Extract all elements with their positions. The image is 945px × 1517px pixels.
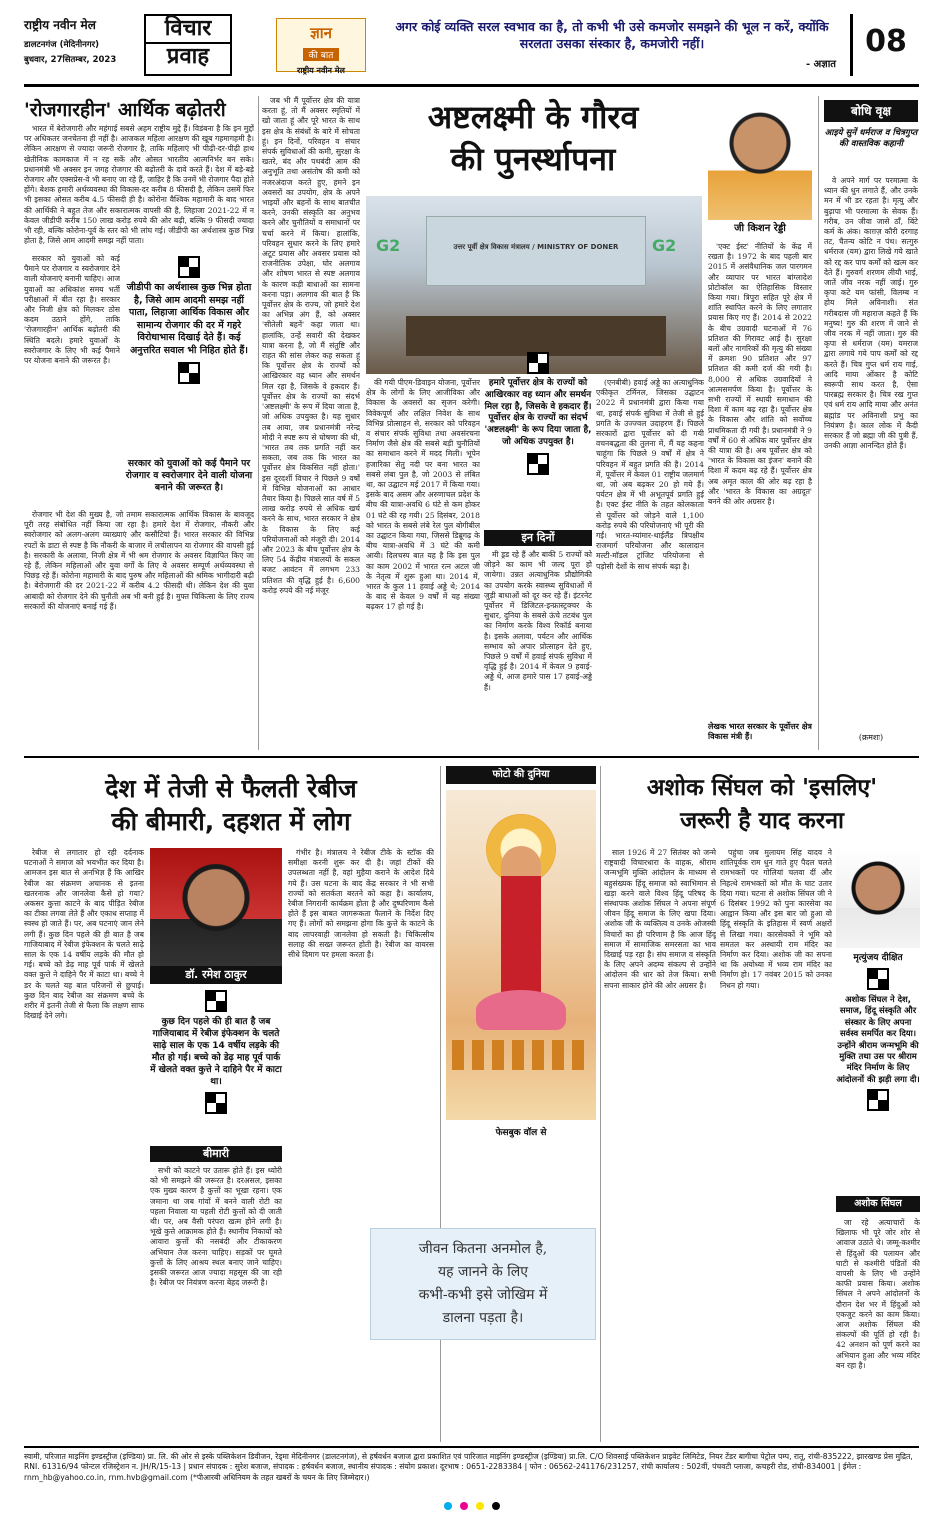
footer-divider [24,1446,919,1448]
editorial-body-1 [24,124,254,252]
ashok-body-col2 [720,848,832,1440]
ashok-pull-quote: अशोक सिंघल ने देश, समाज, हिंदू संस्कृति और संस्कार के लिए अपना सर्वस्व समर्पित कर दिया। उन्होंने श्रीराम जन्मभूमि की मुक्ति तथा उस पर श्रीराम मंदिर निर्माण के लिए आंदोलनों की झड़ी लगा दी। [836,994,920,1084]
rabies-para-col2: सभी को काटने पर उतारू होते हैं। इस थ्योरी को भी समझने की जरूरत है। दरअसल, इसका एक मुख्य कारण है कुत्तों का भूखा रहना। एक जमाना था जब गांवों में बनने वाली रोटी का पहला निवाला या पहली रोटी कुत्तों को दी जाती थी। पर, अब वैसी परंपरा खत्म होने लगी है। भूखे कुत्ते आक्रामक होते हैं। स्थानीय निकायों को आवारा कुत्तों की नसबंदी और टीकाकरण अभियान तेज करना चाहिए। सड़कों पर घूमते कुत्तों के लिए आश्रय स्थल बनाए जाने चाहिए। इसकी जरूरत आज ज्यादा महसूस की जा रही है। रेबीज पर नियंत्रण करना बेहद जरूरी है। [150,1166,282,1288]
life-quote-line1: जीवन कितना अनमोल है, [418,1241,548,1257]
masthead-rule [24,84,919,87]
ashok-author-name: मृत्युंजय दीक्षित [853,953,903,963]
bodhi-label: बोधि वृक्ष [824,100,918,122]
page-number-box [850,14,919,76]
section-divider [24,756,919,758]
registration-marks [24,1502,919,1512]
feature-pullquote-box [484,352,592,548]
feature-body-col1 [366,378,480,750]
photo-caption: फेसबुक वॉल से [495,1128,547,1138]
lamps-row [452,1040,590,1070]
ashok-author-photo [836,848,920,948]
section-title-line1: विचार [164,16,212,41]
rabies-body-col3 [288,848,434,1440]
ashok-para-col3: जा रहे अत्याचारों के खिलाफ भी पूरे जोर शोर से आवाज उठाते थे। जम्मू-कश्मीर से हिंदुओं की पलायन और घाटी से कश्मीरी पंडितों की वापसी के लिए भी उन्होंने काफी प्रयास किया। अशोक सिंघल ने अपने आंदोलनों के दौरान देश भर में हिंदुओं को एकजुट करने का काम किया। आज अशोक सिंघल की संकल्पों की पूर्ति हो रही है। 42 अनशन को पूर्ण करने का अभियान हुआ और भव्य मंदिर बन रहा है। [836,1218,920,1370]
ashok-headline-line2: जरूरी है याद करना [680,808,844,834]
column-divider [258,96,259,750]
editorial-body-2 [24,510,254,750]
gyan-title: ज्ञान [310,24,332,42]
event-banner-text: उत्तर पूर्वी क्षेत्र विकास मंत्रालय / MINISTRY OF DONER [453,243,619,251]
masthead [24,14,919,78]
rabies-headline [24,772,438,838]
rabies-pullquote-box [150,990,282,1140]
rabies-headline-line2: की बीमारी, दहशत में लोग [111,807,351,836]
feature-para-col3: (एनबीबी) हवाई अड्डे का अत्याधुनिक एकीकृत टर्मिनल, जिसका उद्घाटन 2022 में प्रधानमंत्री द्वारा किया गया था, हवाई संपर्क सुविधा में तेजी से हुई प्रगति के उज्ज्वल उदाहरण हैं। पिछले सरकारों द्वारा पूर्वोत्तर को दी गयी वचनबद्धता की तुलना में, मैं यह कहना चाहूंगा कि पिछले 9 वर्षों में क्षेत्र ने परिवहन में बहुत प्रगति की है। 2014 में, पूर्वोत्तर में केवल 01 राष्ट्रीय जलमार्ग था, जो अब बढ़कर 20 हो गये हैं। पर्यटन क्षेत्र में भी अभूतपूर्व प्रगति हुई है। एक्ट ईस्ट नीति के तहत कोलकाता से पूर्वोत्तर को जोड़ने वाले 1,100 करोड़ रुपये की परियोजनाएं भी पूरी की गईं। भारत-म्यांमार-थाईलैंड त्रिपक्षीय राजमार्ग परियोजना और कालादान मल्टी-मॉडल ट्रांजिट परियोजना से पड़ोसी देशों के साथ संपर्क बढ़ा है। [596,378,704,571]
bodhi-body [824,176,918,730]
editorial-para-1: भारत में बेरोजगारी और महंगाई सबसे अहम राष्ट्रीय मुद्दे हैं। विडंबना है कि इन मुद्दों पर अधिकतर जनचेतना ही नहीं है। आजकल महिला आरक्षण की खूब गहमागहमी है। लेकिन आरक्षण से ज्यादा जरूरी रोजगार है, ताकि महिलाएं भी पीढ़ी-दर-पीढ़ी हाथ खेतीनिक कामकाज में न रह सकें और ओसत भारतीय आत्मनिर्भर बन सके। प्रधानमंत्री भी अक्सर इन जगह रोजगार की बढ़ोतरी के दावे करते हैं। देश में बड़े-बड़े रोजगार और एक्सप्रेस-वे भी बनाए जा रहे हैं, जाहिर है कि उनमें भी रोजगार पैदा होते होंगे। बेशक हमारी अर्थव्यवस्था की विकास-दर करीब 8 फीसदी है, लेकिन उसमें फिर भी इसका ओसत करीब 4.5 फीसदी ही है। कोरोना वैश्विक महामारी के बाद भारत की आर्थिकी ने बहुत तेज और सकारात्मक वापसी की है, लिहाजा 2021-22 में न केवल जीडीपी करीब 150 लाख करोड़ रुपये की ओर बढ़ी, बल्कि 9 फीसदी ज्यादा भी रही, बल्कि कोरोना-पूर्व के स्तर को भी लांघ गई। जीडीपी का अर्थशास्त्र कुछ भिन्न होता है, जिसे आम आदमी समझ नहीं पाता। [24,124,254,246]
editorial-headline: 'रोजगारहीन' आर्थिक बढ़ोतरी [24,99,226,121]
life-quote-box [370,1228,596,1340]
rabies-author-photo [150,848,282,966]
ashok-headline-line1: अशोक सिंघल को 'इसलिए' [646,775,878,801]
feature-pull-quote: हमारे पूर्वोत्तर क्षेत्र के राज्यों को आखिरकार वह ध्यान और समर्थन मिल रहा है, जिसके वे हकदार हैं। पूर्वोत्तर क्षेत्र के राज्यों का संदर्भ 'अष्टलक्ष्मी' के रूप दिया जाता है, जो अधिक उपयुक्त है। [484,378,592,447]
bodhi-para: वे अपने मार्ग पर परमात्मा के ध्यान की धुन लगाते हैं, और उनके मन में भी डर रहता है। मृत्यु और बुढ़ापा भी परमात्मा के सेवक हैं। गरीब, उन जीवा जासे ठाँ, बिंटे कर्म के अंक। काग़ज़ कौरी दरगाह तट, चैतन्य कोटि न पंथ। सत्गुरु धर्मराज (यम) द्वारा लिखे गये खाते को रद्द कर पाप कर्मों को खत्म कर देते हैं। गुरुवर्ग शरणम लीयौ भाई, जातें जीव नरक नहीं जाई। गुरु कृपा कटे यम फांसी, विलम्ब न होय मिले अविनाशी। संत गरीबदास जी महाराज कहते हैं कि मनुष्य! गुरु की शरण में जाने से जीव नरक में नहीं जाता। गुरु की कृपा से धर्मराज (यम) यमराज द्वारा लगाये गये पाप कर्मों को रद्द करते हैं। चित्र गुप्त धर्म राय गाई, आदि माया ओंकार है कोटि स्वरूपी साथ करत है, ऐसा पारब्रह्म सरकार है। चित्र रख गुप्त एवं धर्म राय आदि माया और अनंत ब्रह्मांड पर अविनाशी प्रभु का नियंत्रण है। काल लोक में कैदी सरकार हैं जो ब्रह्मा जी की पुत्री हैं, उनकी आज्ञा आनन्दित होते हैं। [824,176,918,451]
quote-author: - अज्ञात [806,59,836,70]
bodhi-subtitle: आइये सुनें धर्मराज व चित्रगुप्त की वास्तविक कहानी [824,128,918,149]
ashok-body-col3 [836,1218,920,1440]
quote-line-2: सरलता उसका संस्कार है, कमजोरी नहीं। [519,36,705,51]
rabies-body-col1 [24,848,144,1440]
feature-body-col2 [484,550,592,750]
quote-block-icon [178,256,200,278]
rabies-body-col2b [150,1166,282,1440]
quote-block-icon [178,362,200,384]
rabies-para-col1: रेबीज से लगातार हो रही दर्दनाक घटनाओं ने समाज को भयभीत कर दिया है। आमजन इस बात से अनभिज्ञ हैं कि आखिर रेबीज का संक्रमण अचानक से इतना खतरनाक और जानलेवा कैसे हो गया? अकसर कुत्ता काटने के बाद पीड़ित रेबीज का टीका लगवा लेते हैं और एकाध सप्ताह में स्वस्थ हो जाते हैं। पर, अब घटनाएं जान लेने लगी हैं। कुछ दिन पहले की ही बात है जब गाजियाबाद में रेबीज इंफेक्शन के चलते साढ़े साल के एक 14 वर्षीय लड़के की मौत हो गई। बच्चे को डेढ़ माह पूर्व पार्क में खेलते वक्त कुत्ते ने दाहिने पैर में काटा था। बच्चे ने डर के चलते यह बात परिजनों से छुपाई। कुछ दिन बाद रेबीज का संक्रमण बच्चे के शरीर में इतनी तेजी से फैला कि लक्षण साफ दिखाई देने लगे। [24,848,144,1021]
life-quote-line4: डालना पड़ता है। [442,1310,524,1326]
quote-block-icon [867,968,889,990]
bodhi-credit: (क्रमशः) [858,733,884,742]
feature-para-col2: मी ड्रड रहे हैं और बाकी 5 राज्यों को जोड़ने का काम भी जल्द पूरा हो जायेगा। उन्नत अत्याधुनिक प्रौद्योगिकी का उपयोग करके स्वास्थ्य सुविधाओं में जुड़ी बाधाओं को दूर कर रहे हैं। इंटरनेट पूर्वोत्तर में डिजिटल-इन्फ्रास्ट्रक्चर के सुधार, दुनिया के सबसे ऊंचे तटबंध पुल का निर्माण करके विश्व रिकॉर्ड बनाया है। इसके अलावा, पर्यटन और आर्थिक सम्भाव को अपार प्रोत्साहन देते हुए, पिछले 9 वर्षों में हवाई संपर्क सुविधा में वृद्धि हुई है। 2014 में केवल 9 हवाई-अड्डे थे, आज हमारे पास 17 हवाई-अड्डे हैं। [484,550,592,692]
feature-headline-line2: की पुनर्स्थापना [450,140,616,178]
g20-logo-right: G2 [652,236,677,255]
rabies-pull-quote: कुछ दिन पहले की ही बात है जब गाजियाबाद में रेबीज इंफेक्शन के चलते साढ़े साल के एक 14 वर्षीय लड़के की मौत हो गई। बच्चे को डेढ़ माह पूर्व पार्क में खेलते वक्त कुत्ते ने दाहिने पैर में काटा था। [150,1017,282,1087]
editorial-pull-quote: जीडीपी का अर्थशास्त्र कुछ भिन्न होता है, जिसे आम आदमी समझ नहीं पाता, लिहाजा आर्थिक विकास और सामान्य रोजगार की दर में गहरे विरोधाभास दिखाई देते हैं। कई अनुत्तरित सवाल भी निहित होते हैं। [126,282,252,356]
ashok-sub-label: अशोक सिंघल [836,1196,920,1212]
feature-intro-para: जब भी मैं पूर्वोत्तर क्षेत्र की यात्रा करता हूं, तो मैं अक्सर स्मृतियों में खो जाता हूं और पूरे भारत के साथ इस क्षेत्र के संबंधों के बारे में सोचता हूं। इन दिनों, परिवहन व संचार संपर्क सुविधाओं की कमी, सुरक्षा के खतरे, बंद और पथबंदी आम की अनुभूति तथा असंतोष की कमी को नजरअंदाज करते हुए, हमने इन अवसरों का उपयोग, क्षेत्र के अपने भाइयों और बहनों के साथ बातचीत करने, उनकी संस्कृति का अनुभव करने और चुनौतियों व समाधानों पर चर्चा करने में किया। हालांकि, परिवहन सुधार करने के लिए हमारे अटूट प्रयास और अवसर प्रयास को राजनीतिक उपेक्षा, घोर अलगाव और शोषण भारत से स्पष्ट अलगाव के कारण कड़ी बाधाओं का सामना करना पड़ा। अलगाव की बात है कि पूर्वोत्तर क्षेत्र के राज्य, जो हमारे देश का अभिन्न अंग हैं, को अक्सर 'सीतेली बहनें' कहा जाता था। हालांकि, उन्हें सवारी की देखकर यात्रा करना है, जो मैं संतुष्टि और राहत की सांस लेकर कह सकता हूं कि पूर्वोत्तर क्षेत्र के राज्यों को आखिरकार वह ध्यान और समर्थन मिल रहा है, जिसके वे हकदार हैं। पूर्वोत्तर क्षेत्र के राज्यों का संदर्भ 'अष्टलक्ष्मी' के रूप में दिया जाता है, जो अधिक उपयुक्त है। यह सुधार तब आया, जब प्रधानमंत्री नरेन्द्र मोदी ने स्पष्ट रूप से घोषणा की थी, 'भारत तब तक प्रगति नहीं कर सकता, जब तक कि भारत का पूर्वोत्तर क्षेत्र विकसित नहीं होता।' इस दूरदर्शी विचार ने पिछले 9 वर्षों में विभिन्न योजनाओं का आधार तैयार किया है। पिछले सात वर्ष में 5 लाख करोड़ रुपये से अधिक खर्च करने के साथ, भारत सरकार ने क्षेत्र के विकास के लिए कई परियोजनाओं को मंजूरी दी। 2014 और 2023 के बीच पूर्वोत्तर क्षेत्र के लिए 54 केंद्रीय मंत्रालयों के सकल बजट आवंटन में लगभग 233 प्रतिशत की वृद्धि हुई है। 6,600 करोड़ रुपये की नई मंजूर [262,96,360,595]
editorial-pullquote-box [124,256,254,456]
ashok-headline [604,772,920,838]
quote-block-icon [205,1092,227,1114]
feature-body-col4 [708,242,812,718]
lotus-seat [476,990,566,1030]
reg-dot-magenta [460,1502,468,1510]
column-divider [440,766,441,1442]
feature-para-col4: 'एक्ट ईस्ट' नीतियों के केंद्र में रखता है। 1972 के बाद पहली बार 2015 में असंवैधानिक जल पारगमन और व्यापार पर भारत बांग्लादेश प्रोटोकॉल का ऐतिहासिक विस्तार किया गया। त्रिपुरा सहित पूरे क्षेत्र में शांति स्थापित करने के लिए लगातार प्रयास किए गए हैं। 2014 से 2022 के बीच उग्रवादी घटनाओं में 76 प्रतिशत की गिरावट आई है। सुरक्षा बलों और नागरिकों की मृत्यु की संख्या में क्रमशः 90 प्रतिशत और 97 प्रतिशत की कमी दर्ज की गयी है। 8,000 से अधिक उग्रवादियों ने आत्मसमर्पण किया है। पूर्वोत्तर के सभी राज्यों में स्थायी समाधान की दिशा में काम बढ़ रहा है। पूर्वोत्तर क्षेत्र के विकास और शांति को सर्वोच्च प्राथमिकता दी गयी है। प्रधानमंत्री ने 9 वर्षों में 60 से अधिक बार पूर्वोत्तर क्षेत्र की यात्रा की है। अब पूर्वोत्तर क्षेत्र को 'भारत के विकास का इंजन' बनाने की दिशा में कदम बढ़ रहे हैं। पूर्वोत्तर क्षेत्र अब अमृत काल की ओर बढ़ रहा है और 'भारत के विकास का अग्रदूत' बनने की ओर अग्रसर है। [708,242,812,507]
reg-dot-cyan [444,1502,452,1510]
paper-name: राष्ट्रीय नवीन मेल [24,18,96,32]
editorial-body-left-strip [24,254,120,454]
quote-block-icon [867,1089,889,1111]
event-table [406,316,666,356]
ashok-body-col1 [604,848,716,1440]
paper-logo [24,16,134,65]
column-divider [818,96,819,750]
column-divider [600,766,601,1442]
life-quote-line3: कभी-कभी इसे जोखिम में [418,1287,548,1303]
gyan-paper: राष्ट्रीय नवीन मेल [297,66,345,75]
goddess-figure [501,846,541,996]
ashok-pullquote-box [836,968,920,1188]
rabies-para-col3: गंभीर है। मंत्रालय ने रेबीज टीके के स्टॉक की समीक्षा करनी शुरू कर दी है। जहां टीकों की उपलब्धता नहीं है, वहां मुहैया कराने के आदेश दिये गये हैं। उस घटना के बाद केंद्र सरकार ने भी सभी राज्यों को सतर्कता बरतने को कहा है। कार्यालय, रेबीज निगरानी कार्यक्रम होता है और दुष्परिणाम कैसे होते हैं इस बाबत जागरूकता फैलाने के निर्देश दिए गए हैं। लोगों को समझना होगा कि कुत्ते के काटने के बाद लापरवाही जानलेवा हो सकती है। चिकित्सीय सलाह की सख्त जरूरत होती है। रेबीज का वायरस सीधे दिमाग पर हमला करता है। [288,848,434,960]
quote-line-1: अगर कोई व्यक्ति सरल स्वभाव का है, तो कभी भी उसे कमजोर समझने की भूल न करें, क्योंकि [395,19,829,34]
gyan-ki-baat-logo [276,18,366,75]
editorial-para-1b: सरकार को युवाओं को कई पैमाने पर रोजगार व स्वरोजगार देने वाली योजनाएं बनानी चाहिए। आज युवाओं का अधिकांश समय भर्ती परीक्षाओं में बीत रहा है। सरकार और निजी क्षेत्र को मिलकर ठोस कदम उठाने होंगे, ताकि 'रोजगारहीन' आर्थिक बढ़ोतरी की स्थिति बदले। हमारे युवाओं के स्वरोजगार के लिए भी कई पैमाने पर योजना बनाने की जरूरत है। [24,254,120,366]
rabies-headline-line1: देश में तेजी से फैलती रेबीज [105,774,357,803]
photo-world-label: फोटो की दुनिया [446,766,596,784]
section-title-line2: प्रवाह [146,42,230,70]
quote-block-icon [205,990,227,1012]
rabies-author-name: डॉ. रमेश ठाकुर [150,966,282,984]
ashok-para-col1: साल 1926 में 27 सितंबर को जन्मे राष्ट्रवादी विचारधारा के वाहक, श्रीराम जन्मभूमि मुक्ति आंदोलन के माध्यम से बहुसंख्यक हिंदू समाज को स्वाभिमान से खड़ा करने वाले विश्व हिंदू परिषद के संस्थापक अशोक सिंघल ने अपना संपूर्ण जीवन हिंदू समाज के लिए खपा दिया। अशोक जी के व्यक्तित्व व उनके ओजस्वी विचारों का ही परिणाम है कि आज हिंदू समाज में सामाजिक समरसता का भाव दिखाई पड़ रहा है। संघ समाज व संस्कृति के लिए अपने अदम्य संकल्प से उन्होंने आंदोलन की धार को तेज किया। सभी सपना साकार होने की ओर अग्रसर है। [604,848,716,990]
event-stage-backdrop [426,216,646,286]
feature-headline [368,96,698,180]
author-photo [708,96,812,220]
feature-event-photo [366,196,702,374]
editorial-para-2: रोजगार भी देश की मुख्य है, जो तमाम सकारात्मक आर्थिक विकास के बावजूद पूरी तरह संबोधित नहीं किया जा रहा है। हमारे देश में रोजगार, नौकरी और स्वरोजगार को अलग-अलग व्याख्याएं और कसौटियां हैं। भारत सरकार की विभिन्न रपटों के डाटा से स्पष्ट है कि नौकरी के बाजार में लचीलापन या रोजगार की वापसी हुई है। सरकारी के अलावा, निजी क्षेत्र में भी श्रम रोजगार के अवसर विज्ञापित किए जा रहे हैं, लेकिन महिलाओं और युवा वर्गों के लिए ये अवसर सम्पूर्ण अर्थव्यवस्था से पिछड़ रहे हैं। कोरोना महामारी के बाद पुरुष और महिलाओं की श्रमिक भागीदारी बढ़ी है। बेरोजगारी की दर 2021-22 में करीब 4.2 फीसदी थी। लेकिन देश की युवा आबादी को रोजगार देने की चुनौती अब भी बनी हुई है। मुफ्त चिकित्सा के लिए राज्य सरकारों की योजनाएं बनाई गई हैं। [24,510,254,611]
reg-dot-yellow [476,1502,484,1510]
editorial-pull-quote-2: सरकार को युवाओं को कई पैमाने पर रोजगार व स्वरोजगार देने वाली योजना बनाने की जरूरत है। [125,458,253,493]
author-name-tag: जी किशन रेड्डी [708,220,812,238]
feature-intro-column [262,96,360,750]
life-quote-line2: यह जानने के लिए [437,1264,529,1280]
feature-sub-label: इन दिनों [484,530,592,546]
edition-name: डालटनगंज (मेदिनीनगर) [24,40,100,50]
reg-dot-black [492,1502,500,1510]
quote-block-icon [527,352,549,374]
gyan-subtitle: की बात [303,48,340,61]
section-title-box [144,14,232,76]
rabies-sub-label: बीमारी [150,1146,282,1162]
editorial-pullquote-2 [124,458,254,508]
issue-date: बुधवार, 27सितम्बर, 2023 [24,55,117,65]
page-number: 08 [865,24,907,59]
daily-quote [382,18,842,70]
imprint-line: स्वामी, परिजात माइनिंग इण्डस्ट्रीज (इण्डिया) प्रा. लि. की ओर से इस्के पब्लिकेशन डिवीजन, रेड्मा मेदिनीनगर (डालटनगंज), से हर्षवर्धन बजाज द्वारा प्रकाशित एवं पारिजात माइनिंग इण्डस्ट्रीज (इण्डिया) प्रा.लि. C/O शिवसाई पब्लिकेशन प्राइवेट लिमिटेड, नियर टेंडर बागीचा पेट्रोल पम्प, रातू, रांची-835222, झारखण्ड प्रेस मुद्रित, RNI. 61316/94 फोन्टल रजिस्ट्रेशन न. JH/R/15-13 | प्रधान संपादक : सुरेश बजाज, संपादक : हर्षवर्धन बजाज, स्थानीय संपादक : संयोग प्रकाश। दूरभाष : 0651-2283384 | फोन : 06562-241176/231257, रांची कार्यालय : 502वीं, पंचवटी प्लाजा, कचहरी रोड, रांची-834001 | ईमेल : rnm_hb@yahoo.co.in, rnm.hvb@gmail.com (*पीआरबी अधिनियम के तहत खबरों के चयन के लिए जिम्मेदार।) [24,1452,913,1482]
ashok-para-col2: पहुंचा जब मुलायम सिंह यादव ने शांतिपूर्वक राम धुन गाते हुए पैदल चलते रामभक्तों पर गोलियां चलवा दीं और निहत्थे रामभक्तों को मौत के घाट उतार दिया गया। घटना से अशोक सिंघल जी ने 6 दिसंबर 1992 को पुनः कारसेवा का आह्वान किया और इस बार जो हुआ वो हिंदू संस्कृति के इतिहास में स्वर्ण अक्षरों से लिखा गया। कारसेवकों ने भूमि को समतल कर अस्थायी राम मंदिर का निर्माण कर दिया। अशोक जी का सपना था कि अयोध्या में भव्य राम मंदिर का निर्माण हो। 17 नवंबर 2015 को उनका निधन हो गया। [720,848,832,990]
feature-body-col3 [596,378,704,750]
feature-para-col1: की गयी पीएम-डिवाइन योजना, पूर्वोत्तर क्षेत्र के लोगों के लिए आजीविका और विकास के अवसरों का सृजन करेगी। विवेकपूर्ण और लक्षित निवेश के साथ विभिन्न प्रोत्साहन से, सरकार को परिवहन व संचार संपर्क सुविधा तथा अवसंरचना निर्माण जैसे क्षेत्र की सबसे बड़ी चुनौतियों का समाधान करने में मदद मिली। भूपेन हजारिका सेतु नदी पर बना भारत का सबसे लंबा पुल है, जो 2003 से लंबित था, का उद्घाटन मई 2017 में किया गया। इसके बाद असम और अरुणाचल प्रदेश के बीच की यात्रा-अवधि 6 घंटे से कम होकर 01 घंटे की रह गयी। 25 दिसंबर, 2018 को भारत के सबसे लंबे रेल पुल बोगीबील का उद्घाटन किया गया, जिससे डिब्रूगढ़ के बीच यात्रा-अवधि में 3 घंटे की कमी आयी। दिलचस्प बात यह है कि इस पुल का काम 2002 में भारत रत्न अटल जी के नेतृत्व में शुरू हुआ था। 2014 में, भारत के कुल 11 हवाई अड्डे थे; 2014 के बाद से केवल 9 वर्षों में यह संख्या बढ़कर 17 हो गई है। [366,378,480,612]
feature-headline-line1: अष्टलक्ष्मी के गौरव [427,98,639,136]
feature-byline: लेखक भारत सरकार के पूर्वोत्तर क्षेत्र विकास मंत्री हैं। [708,722,812,741]
g20-logo-left: G2 [376,236,401,255]
quote-block-icon [527,453,549,475]
goddess-image [446,790,596,1120]
